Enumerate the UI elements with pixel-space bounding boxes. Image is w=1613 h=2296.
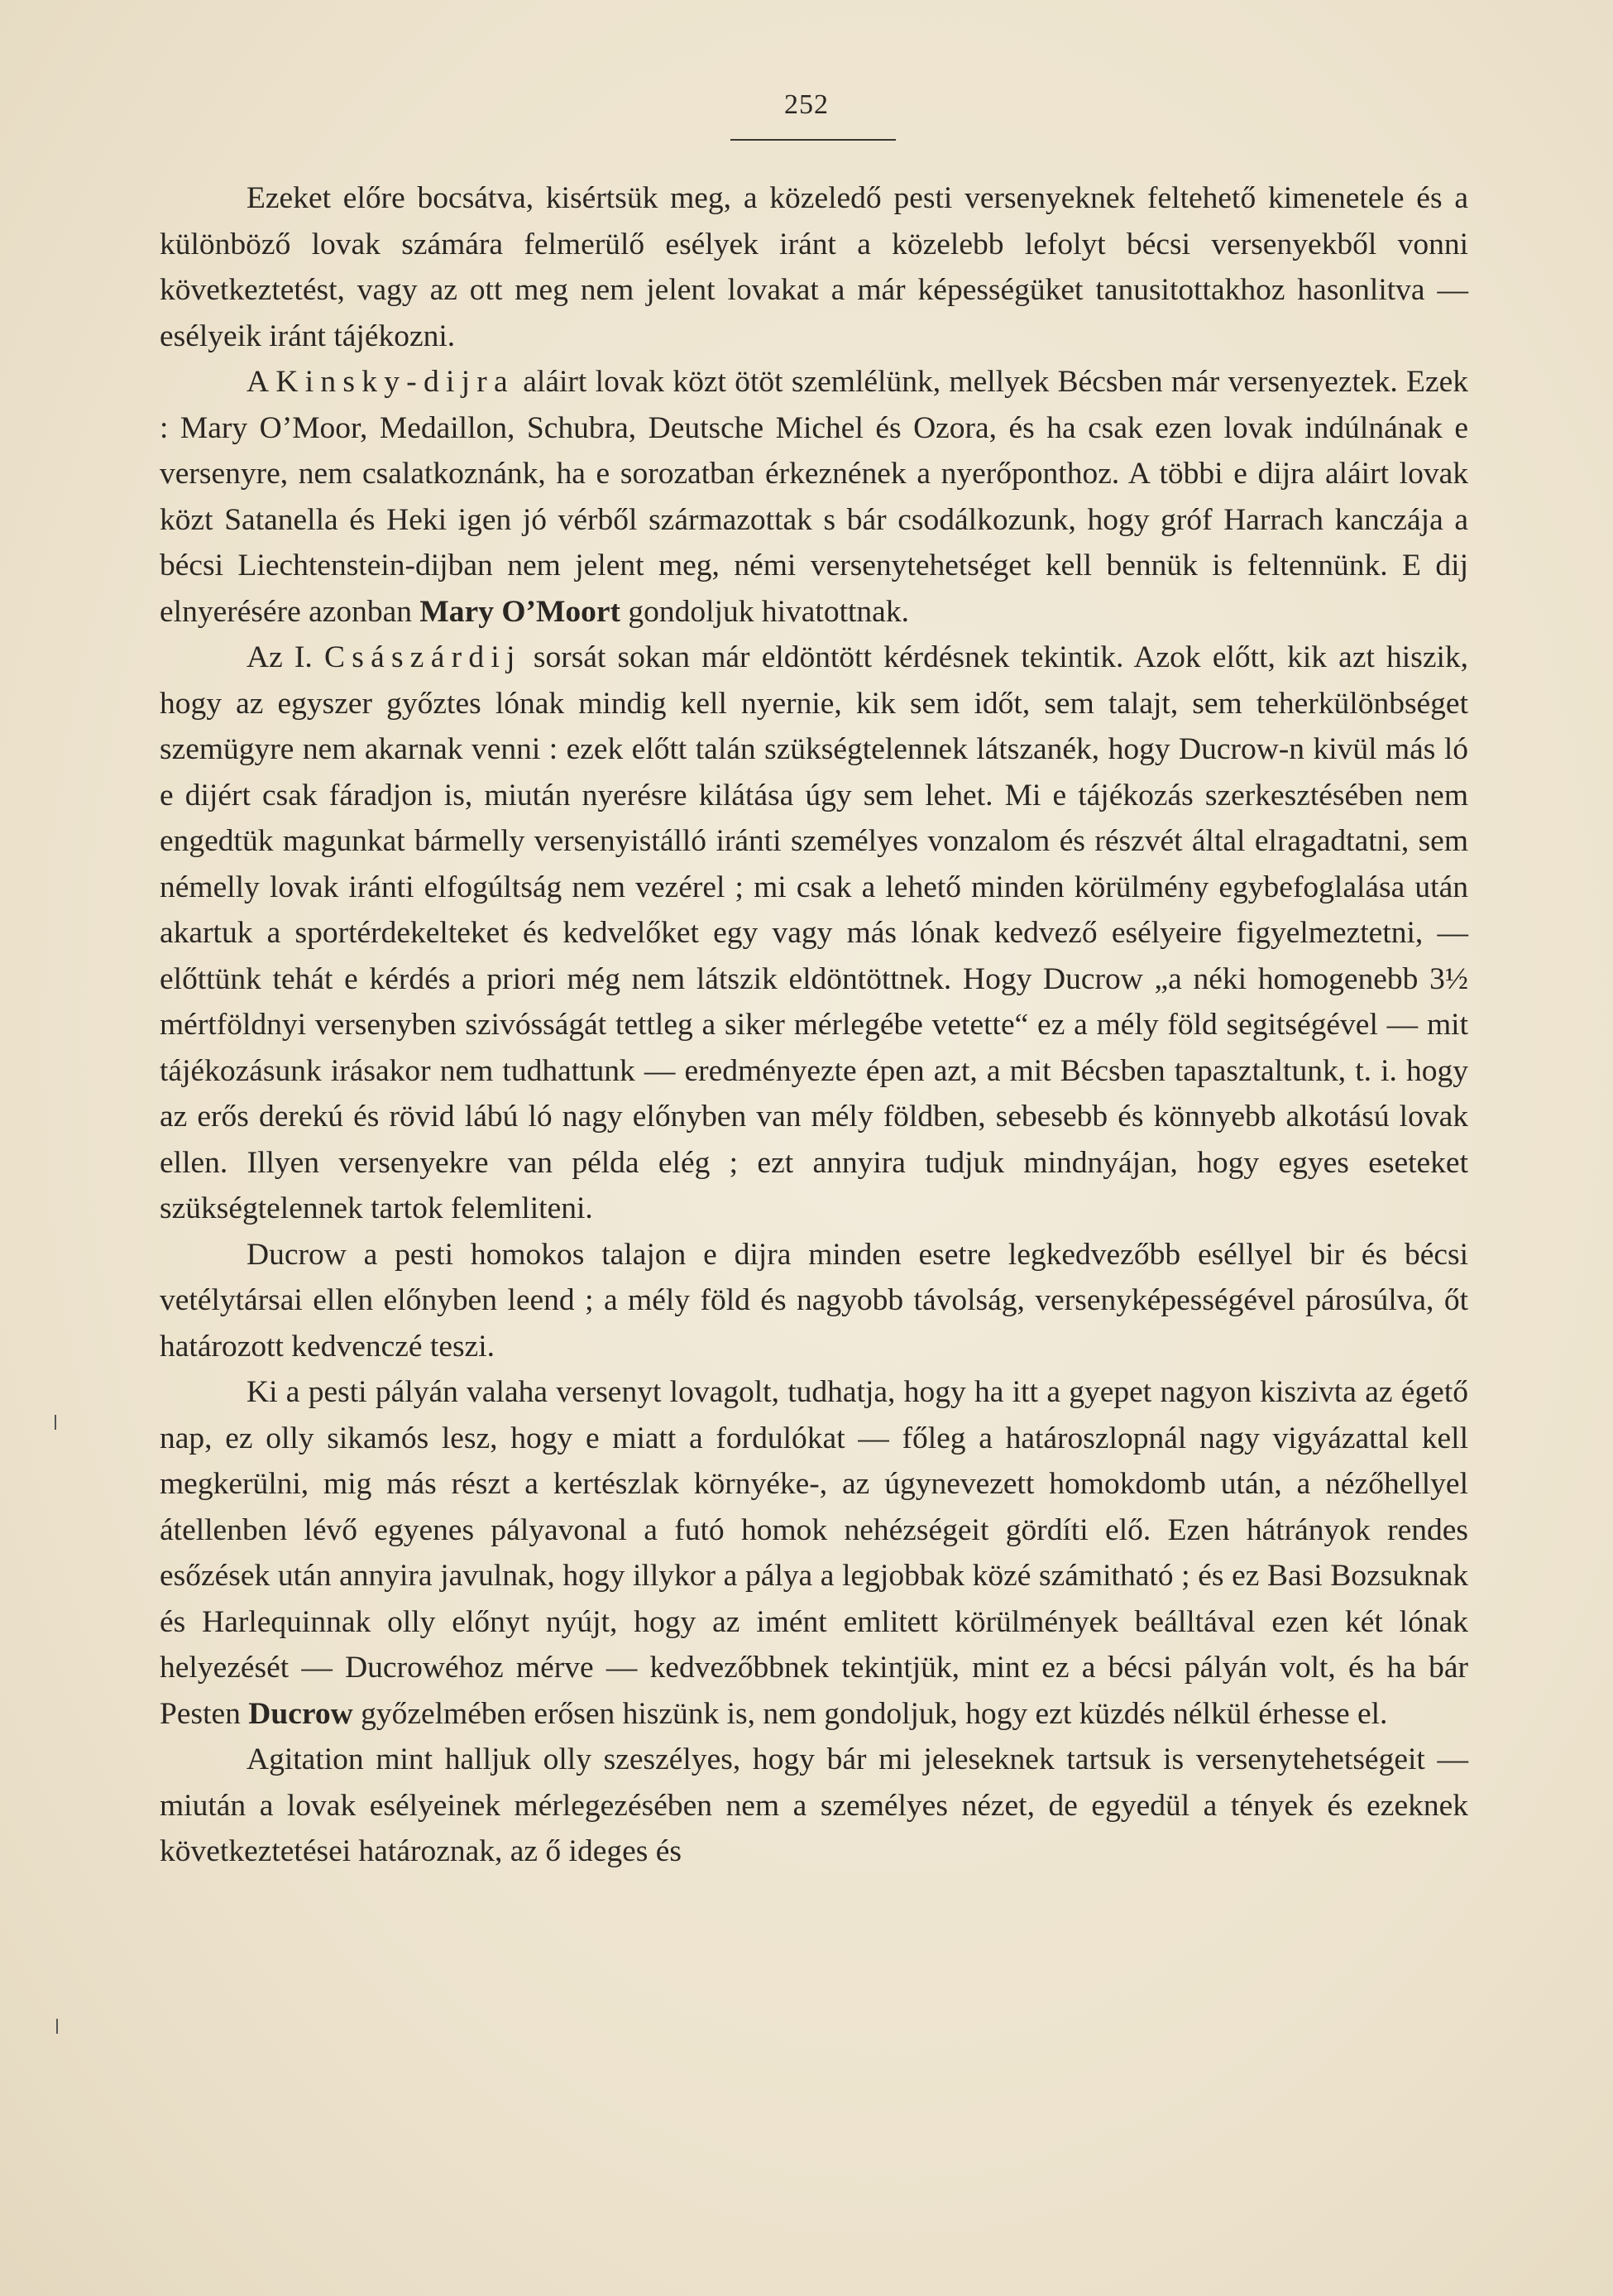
paragraph (160, 1232, 1468, 1370)
paragraph (160, 1737, 1468, 1875)
text-run: Az I. (246, 640, 324, 674)
text-run: Agitation mint halljuk olly szeszélyes, hogy bár mi jeleseknek tartsuk is versenytehetségeit — miután a lovak esélyeinek mérlegezésében nem a személyes nézet, de egyedül a tények és ezeknek következtetései határoznak, az ő ideges és (160, 1742, 1468, 1868)
text-run: Ki a pesti pályán valaha versenyt lovagolt, tudhatja, hogy ha itt a gyepet nagyon kiszivta az égető nap, ez olly sikamós lesz, hogy e miatt a fordulókat — főleg a határoszlopnál nagy vigyázattal kell megkerülni, mig más részt a kertészlak környéke-, az úgynevezett homokdomb után, a nézőhellyel átellenben lévő egyenes pályavonal a futó homok nehézségeit gördíti elő. Ezen hátrányok rendes esőzések után annyira javulnak, hogy illykor a pálya a legjobbak közé számitható ; és ez Basi Bozsuknak és Harlequinnak olly előnyt nyújt, hogy az imént emlitett körülmények beálltával ezen két lónak helyezését — Ducrowéhoz mérve — kedvezőbbnek tekintjük, mint ez a bécsi pályán volt, és ha bár Pesten (160, 1375, 1468, 1731)
text-run: A (246, 365, 276, 399)
body-text (160, 175, 1468, 1875)
text-run: aláirt lovak közt ötöt szemlélünk, mellyek Bécsben már versenyeztek. Ezek : Mary O’Moor, Medaillon, Schubra, Deutsche Michel és Ozora, és ha csak ezen lovak indúlnának e versenyre, nem csalatkoznánk, ha e sorozatban érkeznének a nyerőponthoz. A többi e dijra aláirt lovak közt Satanella és Heki igen jó vérből származottak s bár csodálkozunk, hogy gróf Harrach kanczája a bécsi Liechtenstein-dijban nem jelent meg, némi versenytehetséget kell bennük is feltennünk. E dij elnyerésére azonban (160, 365, 1468, 629)
spaced-phrase: Kinsky-dijra (275, 365, 515, 399)
text-run: gondoljuk hivatottnak. (620, 594, 909, 629)
paragraph (160, 1369, 1468, 1737)
margin-mark (56, 2019, 58, 2034)
text-run: győzelmében erősen hiszünk is, nem gondoljuk, hogy ezt küzdés nélkül érhesse el. (352, 1696, 1388, 1731)
bold-phrase: Ducrow (248, 1696, 353, 1731)
header-rule (730, 139, 896, 141)
paragraph (160, 175, 1468, 359)
spaced-phrase: Császárdij (323, 640, 522, 674)
paragraph (160, 635, 1468, 1232)
text-run: Ezeket előre bocsátva, kisértsük meg, a közeledő pesti versenyeknek feltehető kimenetele és a különböző lovak számára felmerülő esélyek iránt a közelebb lefolyt bécsi versenyekből vonni következtetést, vagy az ott meg nem jelent lovakat a már képességüket tanusitottakhoz hasonlitva — esélyeik iránt tájékozni. (160, 181, 1468, 353)
text-run: sorsát sokan már eldöntött kérdésnek tekintik. Azok előtt, kik azt hiszik, hogy az egyszer győztes lónak mindig kell nyernie, kik sem időt, sem talajt, sem teherkülönbséget szemügyre nem akarnak venni : ezek előtt talán szükségtelennek látszanék, hogy Ducrow-n kivül más ló e dijért csak fáradjon is, miután nyerésre kilátása úgy sem lehet. Mi e tájékozás szerkesztésében nem engedtük magunkat bármelly versenyistálló iránti személyes vonzalom és részvét által elragadtatni, sem némelly lovak iránti elfogúltság nem vezérel ; mi csak a lehető minden körülmény egybefoglalása után akartuk a sportérdekelteket és kedvelőket egy vagy más lónak kedvező esélyeire figyelmeztetni, — előttünk tehát e kérdés a priori még nem látszik eldöntöttnek. Hogy Ducrow „a néki homogenebb 3½ mértföldnyi versenyben szivósságát tettleg a siker mérlegébe vetette“ ez a mély föld segitségével — mit tájékozásunk irásakor nem tudhattunk — eredményezte épen azt, a mit Bécsben tapasztaltunk, t. i. hogy az erős derekú és rövid lábú ló nagy előnyben van mély földben, sebesebb és könnyebb alkotású lovak ellen. Illyen versenyekre van példa elég ; ezt annyira tudjuk mindnyájan, hogy egyes eseteket szükségtelennek tartok felemliteni. (160, 640, 1469, 1225)
paragraph (160, 359, 1468, 635)
page-number: 252 (784, 89, 829, 120)
margin-mark (55, 1415, 56, 1430)
bold-phrase: Mary O’Moort (419, 594, 621, 629)
text-run: Ducrow a pesti homokos talajon e dijra minden esetre legkedvezőbb eséllyel bir és bécsi vetélytársai ellen előnyben leend ; a mély föld és nagyobb távolság, versenyképességével párosúlva, őt határozott kedvenczé teszi. (160, 1237, 1468, 1364)
